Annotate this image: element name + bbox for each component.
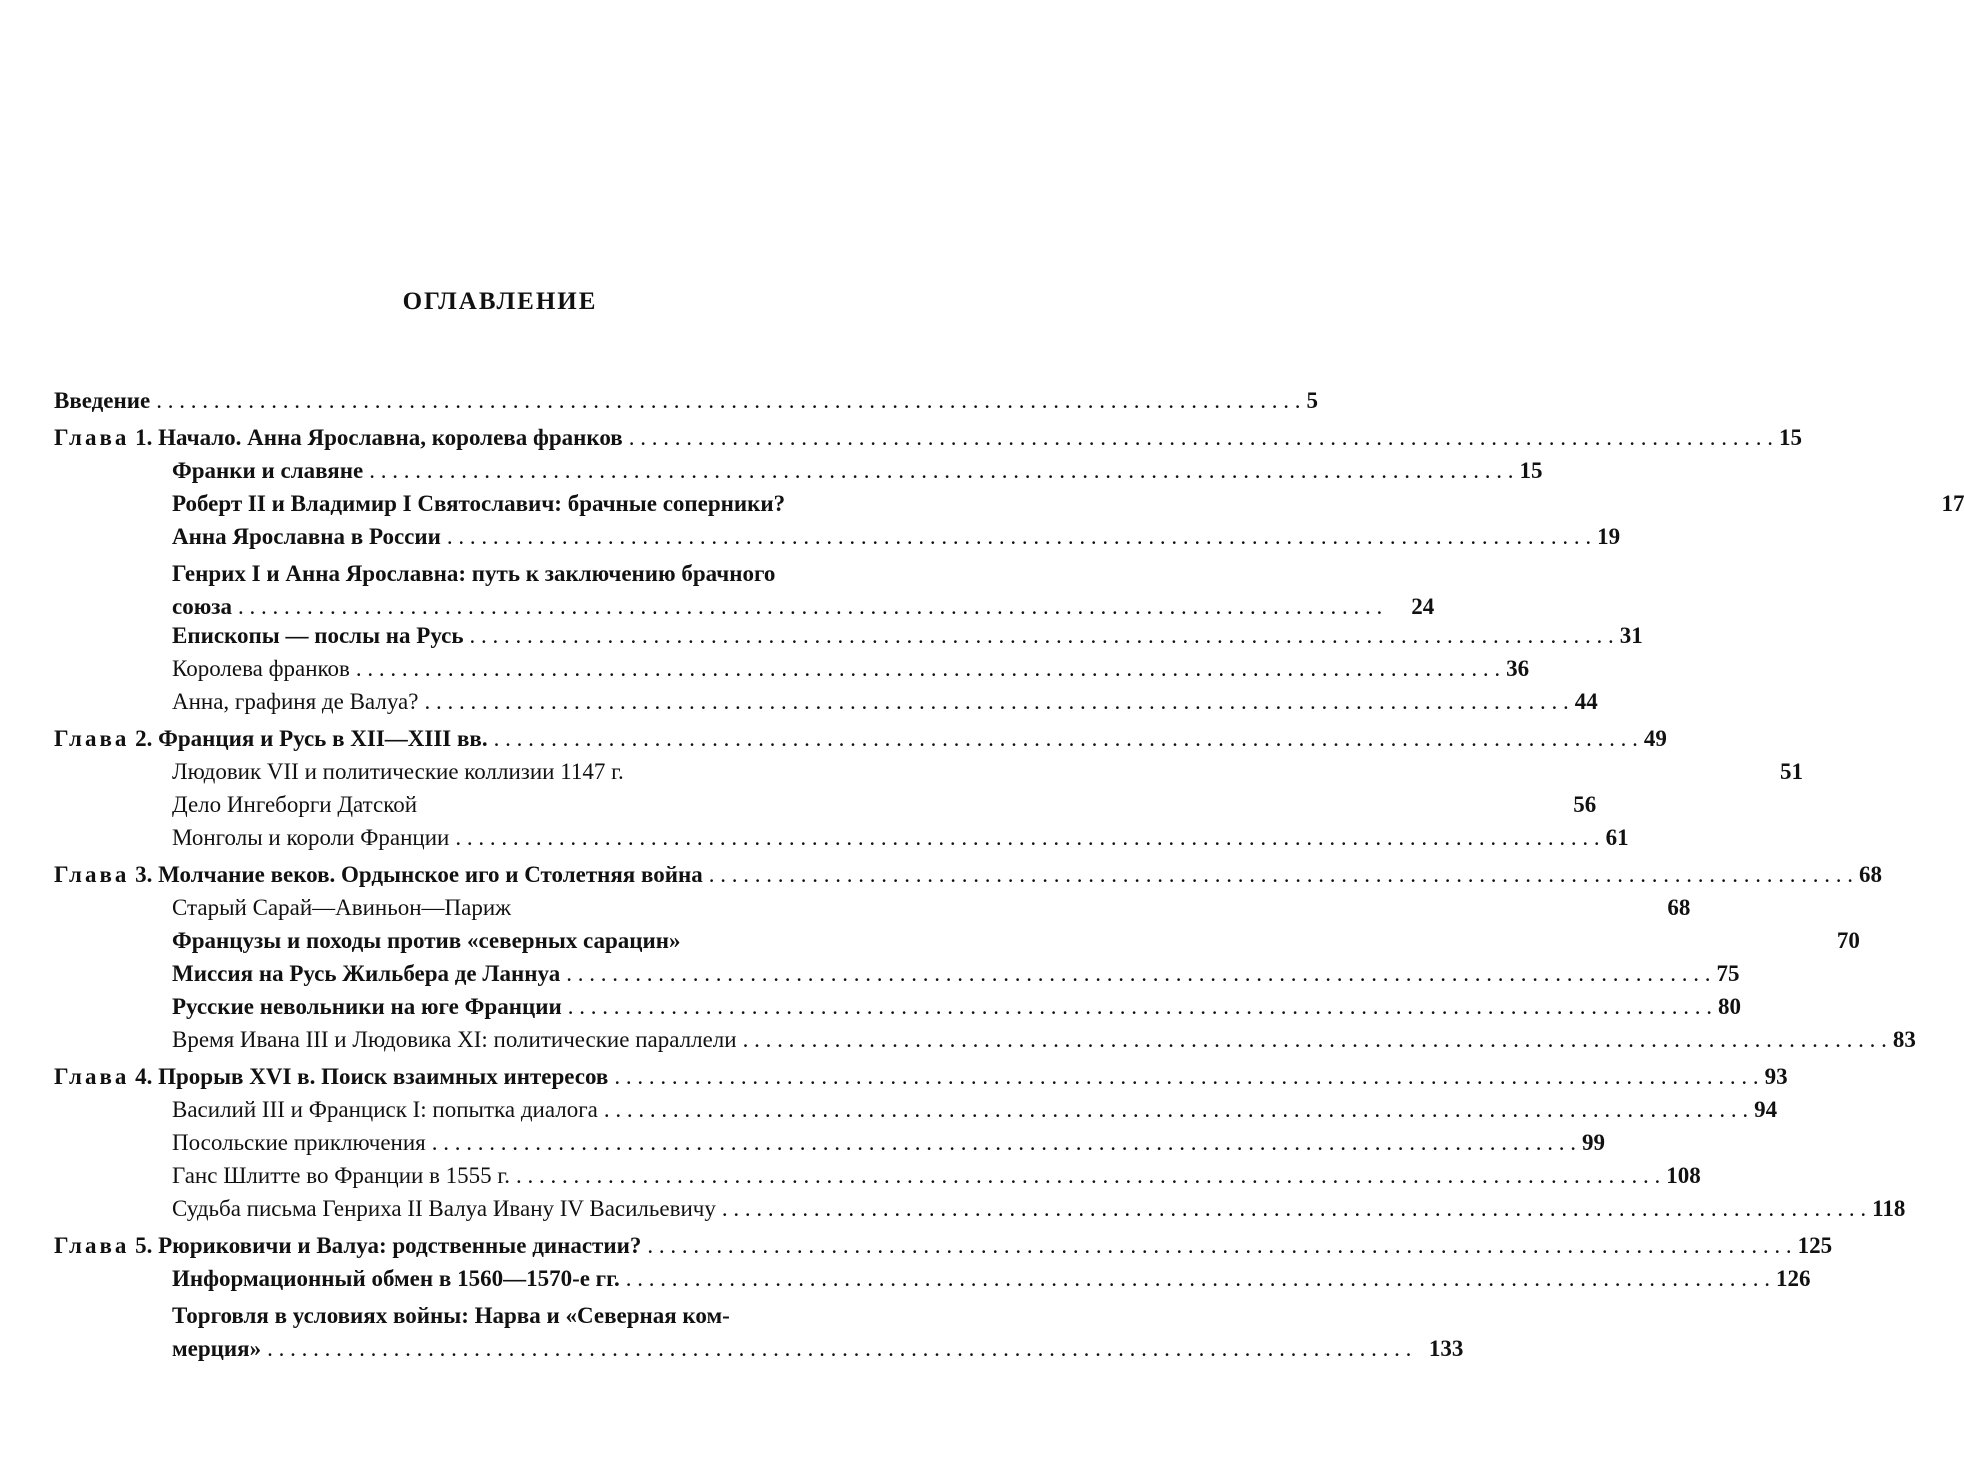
section-title: Время Ивана III и Людовика XI: политические параллели — [172, 1027, 737, 1052]
section-entry[interactable] — [54, 1027, 1916, 1060]
page-number: 36 — [1506, 656, 1530, 681]
leader-dots — [156, 388, 1300, 414]
section-title-line2: мерция» — [172, 1336, 262, 1361]
leader-dots — [722, 1196, 1866, 1222]
chapter-title: Глава 3. Молчание веков. Ордынское иго и Столетняя война — [54, 862, 703, 887]
leader-dots — [356, 656, 1500, 682]
leader-dots — [743, 1027, 1887, 1053]
section-title: Василий III и Франциск I: попытка диалога — [172, 1097, 598, 1122]
chapter-title: Глава 2. Франция и Русь в XII—XIII вв. — [54, 726, 488, 751]
chapter-5-heading[interactable] — [54, 1233, 1833, 1266]
leader-dots — [267, 1332, 1411, 1365]
section-entry[interactable] — [54, 1097, 1778, 1130]
page-number: 17 — [1941, 491, 1964, 516]
page-number: 125 — [1797, 1233, 1833, 1258]
section-title: Ганс Шлитте во Франции в 1555 г. — [172, 1163, 511, 1188]
section-title: Миссия на Русь Жильбера де Ланнуа — [172, 961, 561, 986]
section-entry[interactable] — [54, 458, 1543, 491]
section-entry[interactable] — [54, 1196, 1906, 1229]
page-number: 68 — [1667, 895, 1691, 920]
page-number: 19 — [1597, 524, 1621, 549]
section-title: Королева франков — [172, 656, 350, 681]
section-title: Епископы — послы на Русь — [172, 623, 464, 648]
section-entry[interactable] — [54, 759, 1803, 792]
section-entry[interactable] — [54, 792, 1597, 825]
section-entry[interactable] — [54, 994, 1741, 1027]
chapter-title: Глава 1. Начало. Анна Ярославна, королева франков — [54, 425, 623, 450]
page-number: 5 — [1306, 388, 1318, 413]
page-number: 93 — [1764, 1064, 1788, 1089]
chapter-3-heading[interactable] — [54, 862, 1883, 895]
section-title-line1: Генрих I и Анна Ярославна: путь к заключению брачного — [172, 561, 776, 586]
section-title: Роберт II и Владимир I Святославич: брачные соперники? — [172, 491, 786, 516]
toc-entry-intro[interactable] — [54, 388, 1318, 421]
page-number: 61 — [1605, 825, 1629, 850]
section-entry[interactable] — [54, 689, 1598, 722]
page-number: 80 — [1717, 994, 1741, 1019]
section-entry[interactable] — [54, 623, 1643, 656]
section-title: Франки и славяне — [172, 458, 364, 483]
leader-dots — [626, 1266, 1770, 1292]
section-entry[interactable] — [54, 928, 1860, 961]
leader-dots — [369, 458, 1513, 484]
section-entry[interactable] — [54, 524, 1621, 557]
chapter-1-heading[interactable] — [54, 425, 1802, 458]
section-title-line2: союза — [172, 594, 233, 619]
section-entry[interactable] — [54, 1130, 1606, 1163]
chapter-title: Глава 4. Прорыв XVI в. Поиск взаимных интересов — [54, 1064, 609, 1089]
page-number: 44 — [1574, 689, 1598, 714]
section-entry[interactable] — [54, 961, 1740, 994]
leader-dots — [629, 425, 1773, 451]
leader-dots — [647, 1233, 1791, 1259]
section-entry[interactable] — [54, 557, 1435, 623]
chapter-2-heading[interactable] — [54, 726, 1667, 759]
page-number: 83 — [1892, 1027, 1916, 1052]
leader-dots — [568, 994, 1712, 1020]
section-entry[interactable] — [54, 1299, 1464, 1365]
section-title: Дело Ингеборги Датской — [172, 792, 418, 817]
leader-dots — [455, 825, 1599, 851]
toc-title: ОГЛАВЛЕНИЕ — [402, 288, 598, 315]
entry-title: Введение — [54, 388, 151, 413]
section-title: Судьба письма Генриха II Валуа Ивану IV Васильевичу — [172, 1196, 716, 1221]
page-number: 51 — [1779, 759, 1803, 784]
section-title: Монголы и короли Франции — [172, 825, 450, 850]
page-number: 99 — [1582, 1130, 1606, 1155]
leader-dots — [709, 862, 1853, 888]
page-number: 133 — [1428, 1336, 1464, 1361]
leader-dots — [238, 590, 1382, 623]
page-number: 68 — [1859, 862, 1883, 887]
leader-dots — [614, 1064, 1758, 1090]
section-title: Людовик VII и политические коллизии 1147 г. — [172, 759, 624, 784]
page-number: 94 — [1754, 1097, 1778, 1122]
section-title: Анна, графиня де Валуа? — [172, 689, 419, 714]
page-number: 126 — [1775, 1266, 1811, 1291]
section-title: Старый Сарай—Авиньон—Париж — [172, 895, 512, 920]
chapter-4-heading[interactable] — [54, 1064, 1788, 1097]
section-title: Анна Ярославна в России — [172, 524, 441, 549]
leader-dots — [470, 623, 1614, 649]
section-entry[interactable] — [54, 895, 1691, 928]
page-number: 31 — [1619, 623, 1643, 648]
leader-dots — [432, 1130, 1576, 1156]
chapter-title: Глава 5. Рюриковичи и Валуа: родственные династии? — [54, 1233, 642, 1258]
section-title: Французы и походы против «северных сарацин» — [172, 928, 681, 953]
leader-dots — [494, 726, 1638, 752]
section-entry[interactable] — [54, 1163, 1701, 1196]
section-entry[interactable] — [54, 491, 1964, 524]
leader-dots — [516, 1163, 1660, 1189]
page-number: 108 — [1666, 1163, 1701, 1188]
page-number: 49 — [1643, 726, 1667, 751]
leader-dots — [424, 689, 1568, 715]
page-number: 70 — [1836, 928, 1860, 953]
page-number: 56 — [1573, 792, 1597, 817]
table-of-contents — [54, 388, 1964, 1365]
page-number: 75 — [1716, 961, 1740, 986]
section-entry[interactable] — [54, 1266, 1811, 1299]
leader-dots — [604, 1097, 1748, 1123]
page-number: 118 — [1872, 1196, 1906, 1221]
section-title: Русские невольники на юге Франции — [172, 994, 562, 1019]
section-title: Посольские приключения — [172, 1130, 426, 1155]
section-title: Информационный обмен в 1560—1570-е гг. — [172, 1266, 620, 1291]
page-number: 15 — [1519, 458, 1543, 483]
section-entry[interactable] — [54, 656, 1530, 689]
page-number: 15 — [1778, 425, 1802, 450]
page-number: 24 — [1411, 594, 1435, 619]
leader-dots — [566, 961, 1710, 987]
section-entry[interactable] — [54, 825, 1629, 858]
leader-dots — [447, 524, 1591, 550]
section-title-line1: Торговля в условиях войны: Нарва и «Северная ком- — [172, 1303, 730, 1328]
